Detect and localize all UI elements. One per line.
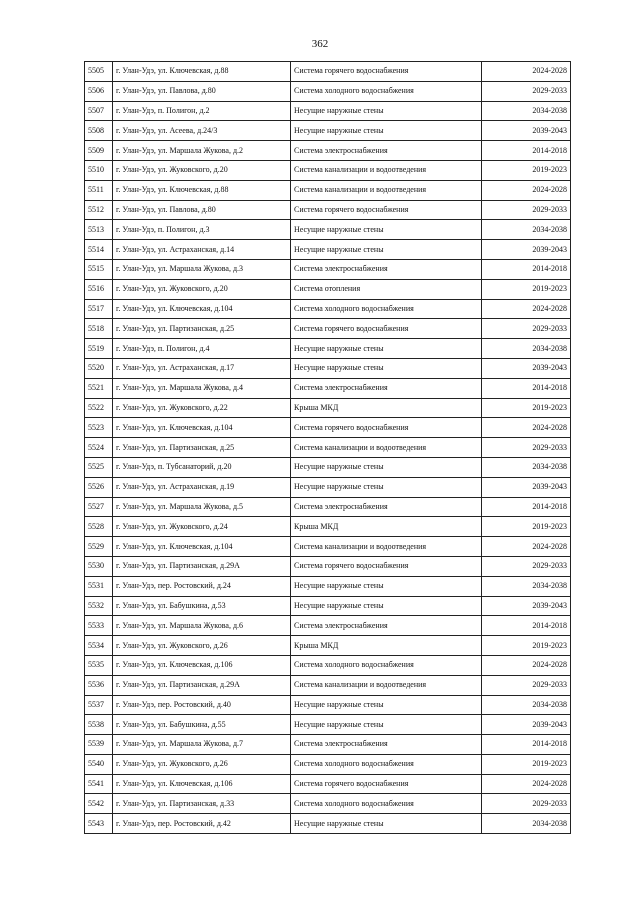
building-system-cell: Система холодного водоснабжения [291,754,482,774]
table-row [85,636,571,656]
building-system-cell: Несущие наружные стены [291,715,482,735]
row-number-cell: 5518 [85,319,113,339]
repair-period-cell: 2014-2018 [482,378,571,398]
repair-period-cell: 2029-2033 [482,200,571,220]
repair-schedule-table [84,61,571,834]
address-cell: г. Улан-Удэ, ул. Ключевская, д.106 [113,774,291,794]
table-row [85,576,571,596]
table-row [85,180,571,200]
building-system-cell: Несущие наружные стены [291,457,482,477]
repair-period-cell: 2024-2028 [482,180,571,200]
table-row [85,259,571,279]
address-cell: г. Улан-Удэ, п. Полигон, д.2 [113,101,291,121]
repair-period-cell: 2029-2033 [482,81,571,101]
building-system-cell: Крыша МКД [291,398,482,418]
table-row [85,339,571,359]
building-system-cell: Несущие наружные стены [291,240,482,260]
building-system-cell: Несущие наружные стены [291,596,482,616]
repair-period-cell: 2034-2038 [482,576,571,596]
table-body [85,62,571,834]
building-system-cell: Система канализации и водоотведения [291,180,482,200]
row-number-cell: 5539 [85,735,113,755]
building-system-cell: Система канализации и водоотведения [291,675,482,695]
row-number-cell: 5521 [85,378,113,398]
address-cell: г. Улан-Удэ, ул. Бабушкина, д.55 [113,715,291,735]
row-number-cell: 5536 [85,675,113,695]
address-cell: г. Улан-Удэ, ул. Маршала Жукова, д.4 [113,378,291,398]
repair-period-cell: 2024-2028 [482,774,571,794]
address-cell: г. Улан-Удэ, ул. Маршала Жукова, д.6 [113,616,291,636]
address-cell: г. Улан-Удэ, ул. Партизанская, д.29А [113,556,291,576]
repair-period-cell: 2034-2038 [482,101,571,121]
table-row [85,754,571,774]
row-number-cell: 5519 [85,339,113,359]
address-cell: г. Улан-Удэ, ул. Жуковского, д.26 [113,636,291,656]
repair-period-cell: 2039-2043 [482,240,571,260]
table-row [85,695,571,715]
table-row [85,517,571,537]
building-system-cell: Несущие наружные стены [291,576,482,596]
address-cell: г. Улан-Удэ, ул. Павлова, д.80 [113,200,291,220]
row-number-cell: 5528 [85,517,113,537]
building-system-cell: Система горячего водоснабжения [291,62,482,82]
building-system-cell: Несущие наружные стены [291,358,482,378]
row-number-cell: 5513 [85,220,113,240]
row-number-cell: 5540 [85,754,113,774]
repair-period-cell: 2039-2043 [482,121,571,141]
row-number-cell: 5523 [85,418,113,438]
table-row [85,62,571,82]
table-row [85,457,571,477]
building-system-cell: Система горячего водоснабжения [291,774,482,794]
table-row [85,556,571,576]
address-cell: г. Улан-Удэ, ул. Ключевская, д.104 [113,537,291,557]
table-row [85,794,571,814]
repair-period-cell: 2014-2018 [482,616,571,636]
repair-period-cell: 2034-2038 [482,339,571,359]
row-number-cell: 5514 [85,240,113,260]
repair-period-cell: 2024-2028 [482,418,571,438]
table-row [85,81,571,101]
address-cell: г. Улан-Удэ, ул. Астраханская, д.19 [113,477,291,497]
address-cell: г. Улан-Удэ, ул. Астраханская, д.17 [113,358,291,378]
address-cell: г. Улан-Удэ, ул. Бабушкина, д.53 [113,596,291,616]
address-cell: г. Улан-Удэ, ул. Маршала Жукова, д.7 [113,735,291,755]
address-cell: г. Улан-Удэ, ул. Партизанская, д.25 [113,438,291,458]
repair-period-cell: 2024-2028 [482,299,571,319]
row-number-cell: 5510 [85,160,113,180]
address-cell: г. Улан-Удэ, ул. Жуковского, д.24 [113,517,291,537]
repair-period-cell: 2019-2023 [482,160,571,180]
building-system-cell: Система холодного водоснабжения [291,299,482,319]
table-row [85,200,571,220]
address-cell: г. Улан-Удэ, ул. Астраханская, д.14 [113,240,291,260]
repair-period-cell: 2039-2043 [482,358,571,378]
table-row [85,537,571,557]
row-number-cell: 5534 [85,636,113,656]
address-cell: г. Улан-Удэ, ул. Жуковского, д.22 [113,398,291,418]
repair-period-cell: 2014-2018 [482,497,571,517]
table-row [85,279,571,299]
row-number-cell: 5506 [85,81,113,101]
address-cell: г. Улан-Удэ, п. Тубсанаторий, д.20 [113,457,291,477]
building-system-cell: Система канализации и водоотведения [291,438,482,458]
repair-period-cell: 2029-2033 [482,675,571,695]
address-cell: г. Улан-Удэ, ул. Жуковского, д.26 [113,754,291,774]
building-system-cell: Система электроснабжения [291,141,482,161]
table-row [85,418,571,438]
row-number-cell: 5530 [85,556,113,576]
repair-period-cell: 2019-2023 [482,754,571,774]
address-cell: г. Улан-Удэ, ул. Ключевская, д.88 [113,62,291,82]
table-row [85,220,571,240]
row-number-cell: 5507 [85,101,113,121]
building-system-cell: Несущие наружные стены [291,339,482,359]
row-number-cell: 5525 [85,457,113,477]
address-cell: г. Улан-Удэ, п. Полигон, д.3 [113,220,291,240]
repair-period-cell: 2039-2043 [482,477,571,497]
row-number-cell: 5516 [85,279,113,299]
table-row [85,398,571,418]
row-number-cell: 5505 [85,62,113,82]
building-system-cell: Система отопления [291,279,482,299]
repair-period-cell: 2024-2028 [482,62,571,82]
repair-period-cell: 2024-2028 [482,537,571,557]
table-row [85,477,571,497]
row-number-cell: 5522 [85,398,113,418]
row-number-cell: 5515 [85,259,113,279]
row-number-cell: 5509 [85,141,113,161]
building-system-cell: Несущие наружные стены [291,695,482,715]
row-number-cell: 5533 [85,616,113,636]
row-number-cell: 5537 [85,695,113,715]
table-row [85,774,571,794]
table-row [85,141,571,161]
address-cell: г. Улан-Удэ, ул. Асеева, д.24/3 [113,121,291,141]
repair-period-cell: 2029-2033 [482,319,571,339]
building-system-cell: Система холодного водоснабжения [291,81,482,101]
table-row [85,240,571,260]
building-system-cell: Система электроснабжения [291,259,482,279]
address-cell: г. Улан-Удэ, ул. Ключевская, д.104 [113,418,291,438]
building-system-cell: Система холодного водоснабжения [291,655,482,675]
building-system-cell: Крыша МКД [291,636,482,656]
address-cell: г. Улан-Удэ, ул. Ключевская, д.88 [113,180,291,200]
table-row [85,655,571,675]
building-system-cell: Система горячего водоснабжения [291,556,482,576]
table-row [85,160,571,180]
row-number-cell: 5520 [85,358,113,378]
building-system-cell: Система горячего водоснабжения [291,319,482,339]
repair-period-cell: 2019-2023 [482,636,571,656]
row-number-cell: 5527 [85,497,113,517]
table-row [85,358,571,378]
row-number-cell: 5529 [85,537,113,557]
building-system-cell: Несущие наружные стены [291,121,482,141]
repair-period-cell: 2034-2038 [482,695,571,715]
row-number-cell: 5543 [85,814,113,834]
table-row [85,121,571,141]
address-cell: г. Улан-Удэ, п. Полигон, д.4 [113,339,291,359]
row-number-cell: 5526 [85,477,113,497]
repair-period-cell: 2019-2023 [482,279,571,299]
row-number-cell: 5532 [85,596,113,616]
address-cell: г. Улан-Удэ, ул. Жуковского, д.20 [113,160,291,180]
building-system-cell: Несущие наружные стены [291,814,482,834]
repair-period-cell: 2014-2018 [482,735,571,755]
building-system-cell: Система электроснабжения [291,378,482,398]
row-number-cell: 5511 [85,180,113,200]
address-cell: г. Улан-Удэ, ул. Павлова, д.80 [113,81,291,101]
building-system-cell: Система электроснабжения [291,735,482,755]
repair-period-cell: 2019-2023 [482,398,571,418]
table-row [85,497,571,517]
address-cell: г. Улан-Удэ, ул. Маршала Жукова, д.3 [113,259,291,279]
table-row [85,299,571,319]
repair-period-cell: 2039-2043 [482,715,571,735]
repair-period-cell: 2029-2033 [482,556,571,576]
address-cell: г. Улан-Удэ, ул. Партизанская, д.33 [113,794,291,814]
row-number-cell: 5508 [85,121,113,141]
building-system-cell: Система горячего водоснабжения [291,418,482,438]
address-cell: г. Улан-Удэ, ул. Партизанская, д.25 [113,319,291,339]
row-number-cell: 5542 [85,794,113,814]
page-number: 362 [311,38,329,50]
repair-period-cell: 2029-2033 [482,794,571,814]
repair-period-cell: 2034-2038 [482,457,571,477]
table-row [85,596,571,616]
building-system-cell: Система канализации и водоотведения [291,537,482,557]
table-row [85,378,571,398]
repair-period-cell: 2014-2018 [482,259,571,279]
row-number-cell: 5512 [85,200,113,220]
row-number-cell: 5517 [85,299,113,319]
address-cell: г. Улан-Удэ, ул. Ключевская, д.104 [113,299,291,319]
address-cell: г. Улан-Удэ, пер. Ростовский, д.42 [113,814,291,834]
table-row [85,715,571,735]
building-system-cell: Крыша МКД [291,517,482,537]
address-cell: г. Улан-Удэ, ул. Маршала Жукова, д.5 [113,497,291,517]
building-system-cell: Система канализации и водоотведения [291,160,482,180]
repair-period-cell: 2034-2038 [482,814,571,834]
building-system-cell: Система холодного водоснабжения [291,794,482,814]
row-number-cell: 5531 [85,576,113,596]
building-system-cell: Несущие наружные стены [291,101,482,121]
table-row [85,438,571,458]
repair-period-cell: 2034-2038 [482,220,571,240]
row-number-cell: 5535 [85,655,113,675]
address-cell: г. Улан-Удэ, ул. Партизанская, д.29А [113,675,291,695]
address-cell: г. Улан-Удэ, ул. Жуковского, д.20 [113,279,291,299]
table-row [85,675,571,695]
address-cell: г. Улан-Удэ, пер. Ростовский, д.24 [113,576,291,596]
building-system-cell: Система горячего водоснабжения [291,200,482,220]
table-row [85,319,571,339]
address-cell: г. Улан-Удэ, пер. Ростовский, д.40 [113,695,291,715]
repair-period-cell: 2039-2043 [482,596,571,616]
repair-period-cell: 2024-2028 [482,655,571,675]
repair-period-cell: 2014-2018 [482,141,571,161]
table-row [85,735,571,755]
building-system-cell: Несущие наружные стены [291,220,482,240]
repair-period-cell: 2019-2023 [482,517,571,537]
table-row [85,814,571,834]
address-cell: г. Улан-Удэ, ул. Маршала Жукова, д.2 [113,141,291,161]
row-number-cell: 5541 [85,774,113,794]
building-system-cell: Система электроснабжения [291,616,482,636]
table-row [85,616,571,636]
address-cell: г. Улан-Удэ, ул. Ключевская, д.106 [113,655,291,675]
row-number-cell: 5538 [85,715,113,735]
table-row [85,101,571,121]
building-system-cell: Несущие наружные стены [291,477,482,497]
row-number-cell: 5524 [85,438,113,458]
repair-period-cell: 2029-2033 [482,438,571,458]
building-system-cell: Система электроснабжения [291,497,482,517]
